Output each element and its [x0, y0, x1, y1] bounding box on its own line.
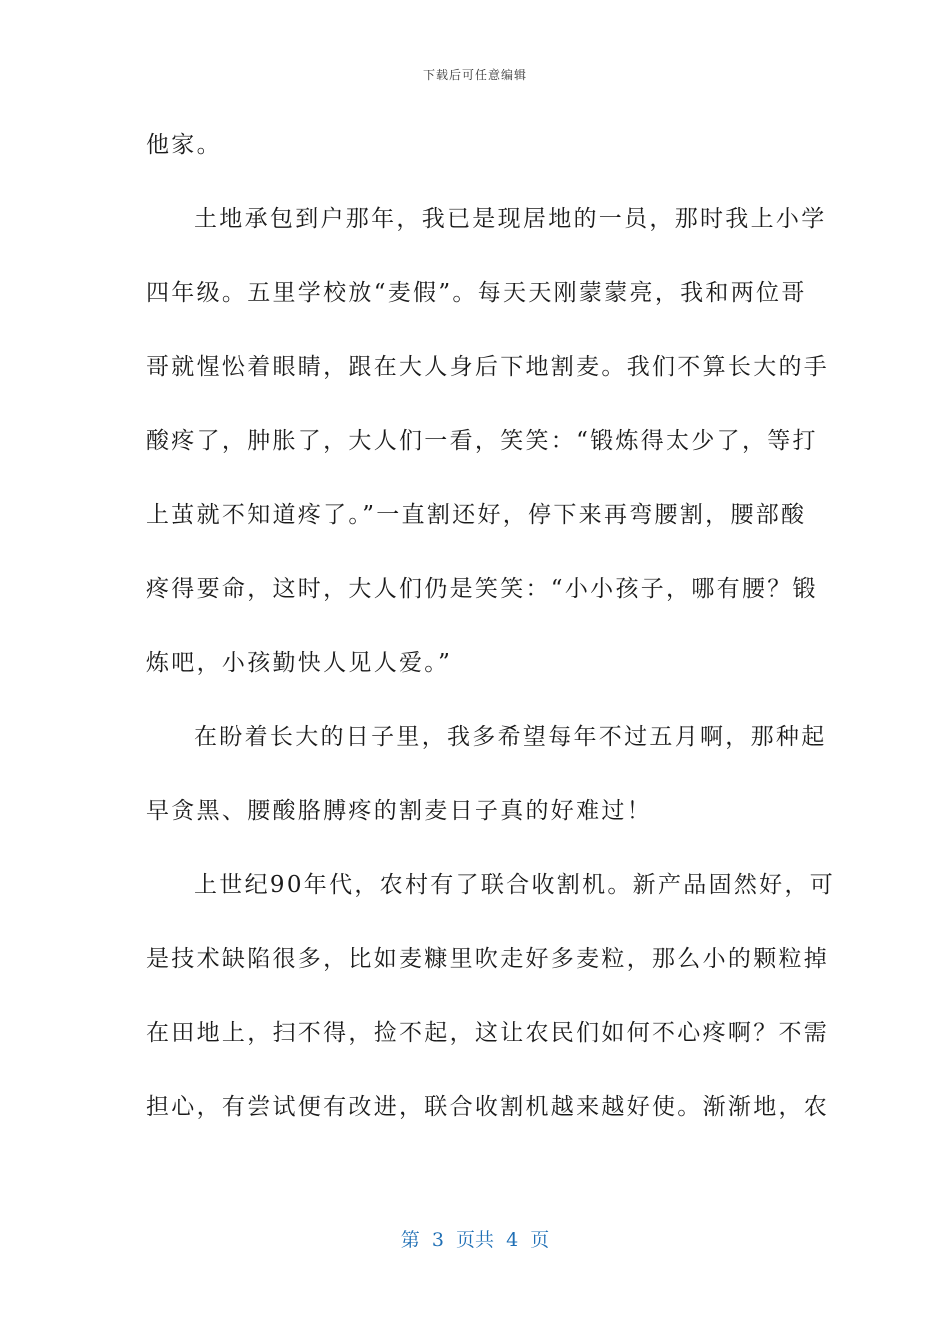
header-note: 下载后可任意编辑: [422, 68, 527, 82]
page-number-footer: [0, 1225, 950, 1252]
page-number-text: 第 3 页共 4 页: [400, 1229, 550, 1251]
text-line: 他家。: [146, 132, 222, 158]
text-line: 四年级。五里学校放“麦假”。每天天刚蒙蒙亮，我和两位哥: [146, 280, 807, 306]
text-line: 哥就惺忪着眼睛，跟在大人身后下地割麦。我们不算长大的手: [146, 354, 830, 380]
text-line: 炼吧，小孩勤快人见人爱。”: [146, 650, 453, 676]
text-line: 担心，有尝试便有改进，联合收割机越来越好使。渐渐地，农: [146, 1094, 830, 1120]
document-body: [146, 118, 836, 1154]
text-line: 酸疼了，肿胀了，大人们一看，笑笑：“锻炼得太少了，等打: [146, 428, 818, 454]
text-line: 是技术缺陷很多，比如麦糠里吹走好多麦粒，那么小的颗粒掉: [146, 946, 830, 972]
text-line: 在田地上，扫不得，捡不起，这让农民们如何不心疼啊？不需: [146, 1020, 830, 1046]
text-line: 土地承包到户那年，我已是现居地的一员，那时我上小学: [194, 206, 827, 232]
text-line: 上世纪90年代，农村有了联合收割机。新产品固然好，可: [194, 872, 836, 898]
text-line: 上茧就不知道疼了。”一直割还好，停下来再弯腰割，腰部酸: [146, 502, 807, 528]
text-line: 在盼着长大的日子里，我多希望每年不过五月啊，那种起: [194, 724, 827, 750]
text-line: 疼得要命，这时，大人们仍是笑笑：“小小孩子，哪有腰？锻: [146, 576, 818, 602]
text-line: 早贪黑、腰酸胳膊疼的割麦日子真的好难过！: [146, 798, 652, 824]
